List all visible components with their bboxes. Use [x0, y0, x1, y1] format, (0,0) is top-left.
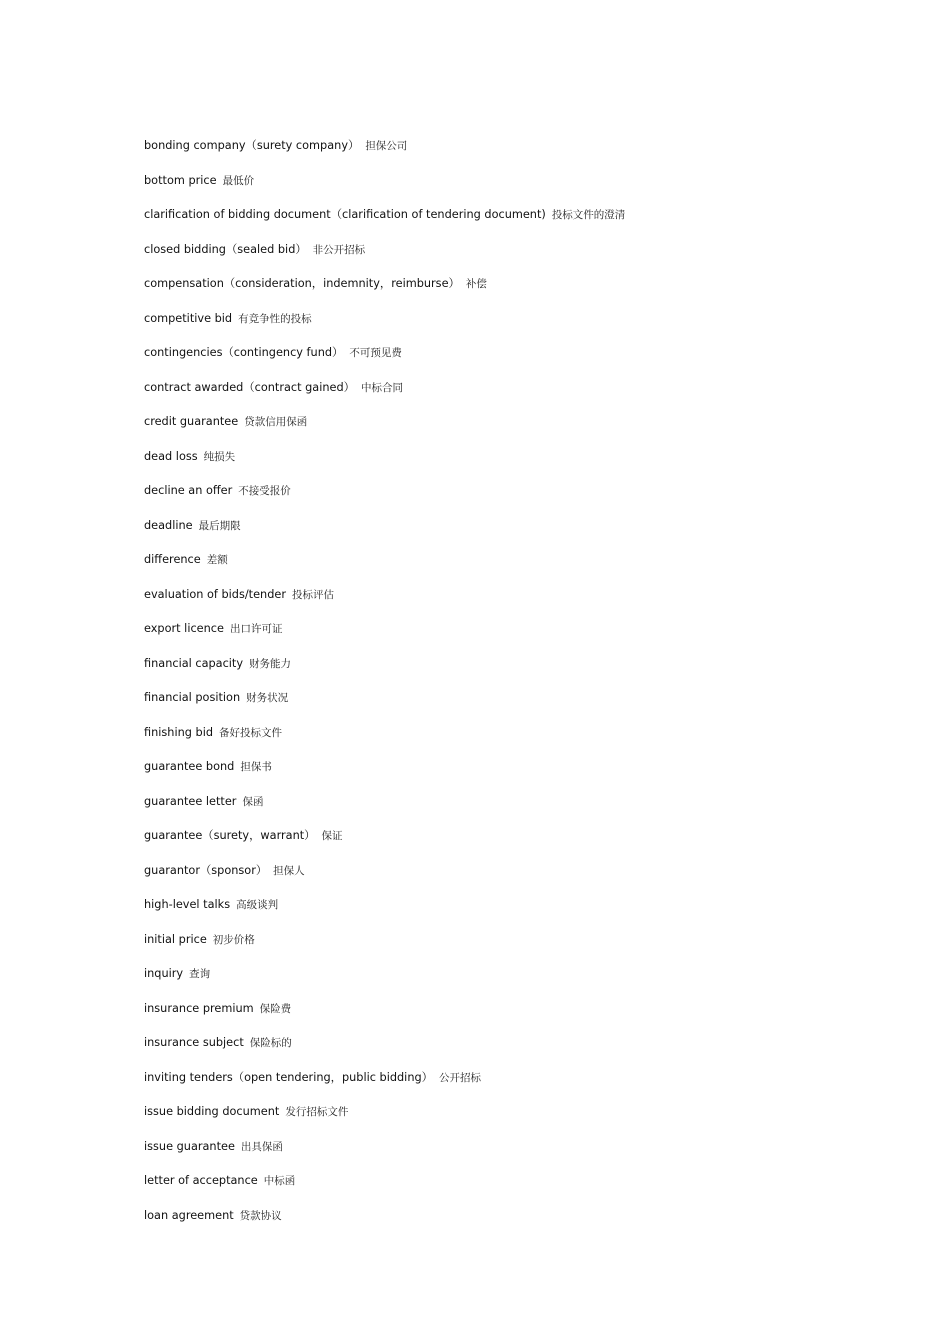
- entry-english: financial position: [144, 691, 241, 704]
- glossary-entry: [144, 1103, 625, 1138]
- glossary-entry: [144, 1034, 625, 1069]
- entry-chinese: 担保书: [240, 761, 272, 773]
- glossary-entry: [144, 586, 625, 621]
- entry-english: finishing bid: [144, 725, 214, 739]
- glossary-entry: [144, 689, 625, 724]
- entry-english: issue bidding document: [144, 1105, 280, 1118]
- entry-chinese: 财务能力: [249, 657, 292, 670]
- glossary-entry: [144, 827, 625, 862]
- entry-chinese: 投标评估: [291, 588, 334, 601]
- glossary-entry: [144, 310, 625, 345]
- entry-chinese: 查询: [189, 968, 211, 980]
- entry-english: clarification of bidding document（clarification of tendering document): [144, 208, 546, 221]
- glossary-entry: [144, 241, 625, 276]
- glossary-entry: [144, 931, 625, 966]
- entry-chinese: 公开招标: [438, 1071, 481, 1084]
- glossary-entry: [144, 896, 625, 931]
- entry-english: loan agreement: [144, 1208, 234, 1222]
- entry-english: compensation（consideration，indemnity，reimburse）: [144, 277, 460, 290]
- entry-english: dead loss: [144, 449, 198, 463]
- glossary-entry: [144, 862, 625, 897]
- glossary-entry: [144, 724, 625, 759]
- glossary-entry: [144, 172, 625, 207]
- glossary-entry: [144, 620, 625, 655]
- entry-chinese: 不接受报价: [238, 485, 291, 497]
- entry-english: export licence: [144, 622, 224, 635]
- entry-english: issue guarantee: [144, 1139, 235, 1153]
- glossary-entry: [144, 517, 625, 552]
- glossary-entry: [144, 275, 625, 310]
- entry-english: bonding company（surety company）: [144, 139, 360, 152]
- glossary-entry: [144, 206, 625, 241]
- entry-english: guarantee bond: [144, 760, 235, 773]
- entry-chinese: 不可预见费: [349, 347, 402, 359]
- entry-chinese: 差额: [206, 554, 228, 566]
- entry-english: inviting tenders（open tendering，public bidding）: [144, 1070, 433, 1084]
- glossary-entry: [144, 551, 625, 586]
- entry-chinese: 最后期限: [198, 519, 241, 532]
- entry-chinese: 初步价格: [212, 933, 255, 946]
- glossary-entry: [144, 448, 625, 483]
- entry-chinese: 出口许可证: [229, 623, 283, 635]
- entry-chinese: 担保人: [273, 864, 305, 877]
- entry-english: financial capacity: [144, 656, 244, 670]
- entry-chinese: 补偿: [465, 278, 487, 290]
- entry-chinese: 保险标的: [249, 1037, 292, 1049]
- entry-english: closed bidding（sealed bid）: [144, 242, 307, 256]
- entry-english: guarantee（surety，warrant）: [144, 829, 316, 842]
- entry-chinese: 中标合同: [360, 381, 403, 394]
- entry-chinese: 贷款信用保函: [244, 416, 308, 428]
- entry-chinese: 发行招标文件: [285, 1106, 349, 1118]
- entry-english: credit guarantee: [144, 415, 239, 428]
- glossary-entry: [144, 1207, 625, 1242]
- glossary-entry: [144, 758, 625, 793]
- entry-english: insurance premium: [144, 1001, 254, 1015]
- glossary-entry: [144, 482, 625, 517]
- glossary-entry: [144, 1172, 625, 1207]
- entry-english: competitive bid: [144, 311, 233, 325]
- glossary-entry: [144, 965, 625, 1000]
- entry-english: deadline: [144, 518, 193, 532]
- entry-chinese: 纯损失: [203, 450, 236, 463]
- glossary-entry: [144, 1138, 625, 1173]
- entry-english: letter of acceptance: [144, 1174, 258, 1187]
- glossary-entry: [144, 1000, 625, 1035]
- entry-english: initial price: [144, 932, 207, 946]
- glossary-entry: [144, 655, 625, 690]
- entry-english: evaluation of bids/tender: [144, 587, 286, 601]
- entry-chinese: 高级谈判: [236, 899, 279, 911]
- entry-chinese: 投标文件的澄清: [551, 209, 626, 221]
- entry-chinese: 出具保函: [240, 1140, 283, 1153]
- entry-chinese: 最低价: [222, 174, 255, 187]
- entry-english: difference: [144, 553, 201, 566]
- glossary-entry: [144, 793, 625, 828]
- entry-english: insurance subject: [144, 1036, 244, 1049]
- entry-english: contract awarded（contract gained）: [144, 380, 355, 394]
- glossary-entry: [144, 379, 625, 414]
- entry-english: bottom price: [144, 173, 217, 187]
- entry-chinese: 非公开招标: [312, 243, 366, 256]
- entry-chinese: 担保公司: [365, 140, 408, 152]
- entry-english: decline an offer: [144, 484, 233, 497]
- entry-chinese: 保险费: [259, 1002, 292, 1015]
- entry-english: inquiry: [144, 967, 184, 980]
- entry-english: guarantor（sponsor）: [144, 863, 268, 877]
- glossary-entry: [144, 137, 625, 172]
- entry-chinese: 有竞争性的投标: [238, 312, 312, 325]
- entry-chinese: 财务状况: [246, 692, 289, 704]
- entry-english: guarantee letter: [144, 794, 237, 808]
- glossary-entry: [144, 413, 625, 448]
- glossary-entry: [144, 1069, 625, 1104]
- entry-english: contingencies（contingency fund）: [144, 346, 344, 359]
- entry-chinese: 贷款协议: [239, 1209, 282, 1222]
- entry-chinese: 中标函: [263, 1175, 296, 1187]
- entry-chinese: 保函: [242, 795, 264, 808]
- entry-chinese: 备好投标文件: [219, 726, 283, 739]
- glossary-entry: [144, 344, 625, 379]
- entry-english: high-level talks: [144, 898, 231, 911]
- glossary-list: [144, 137, 625, 1241]
- entry-chinese: 保证: [321, 830, 343, 842]
